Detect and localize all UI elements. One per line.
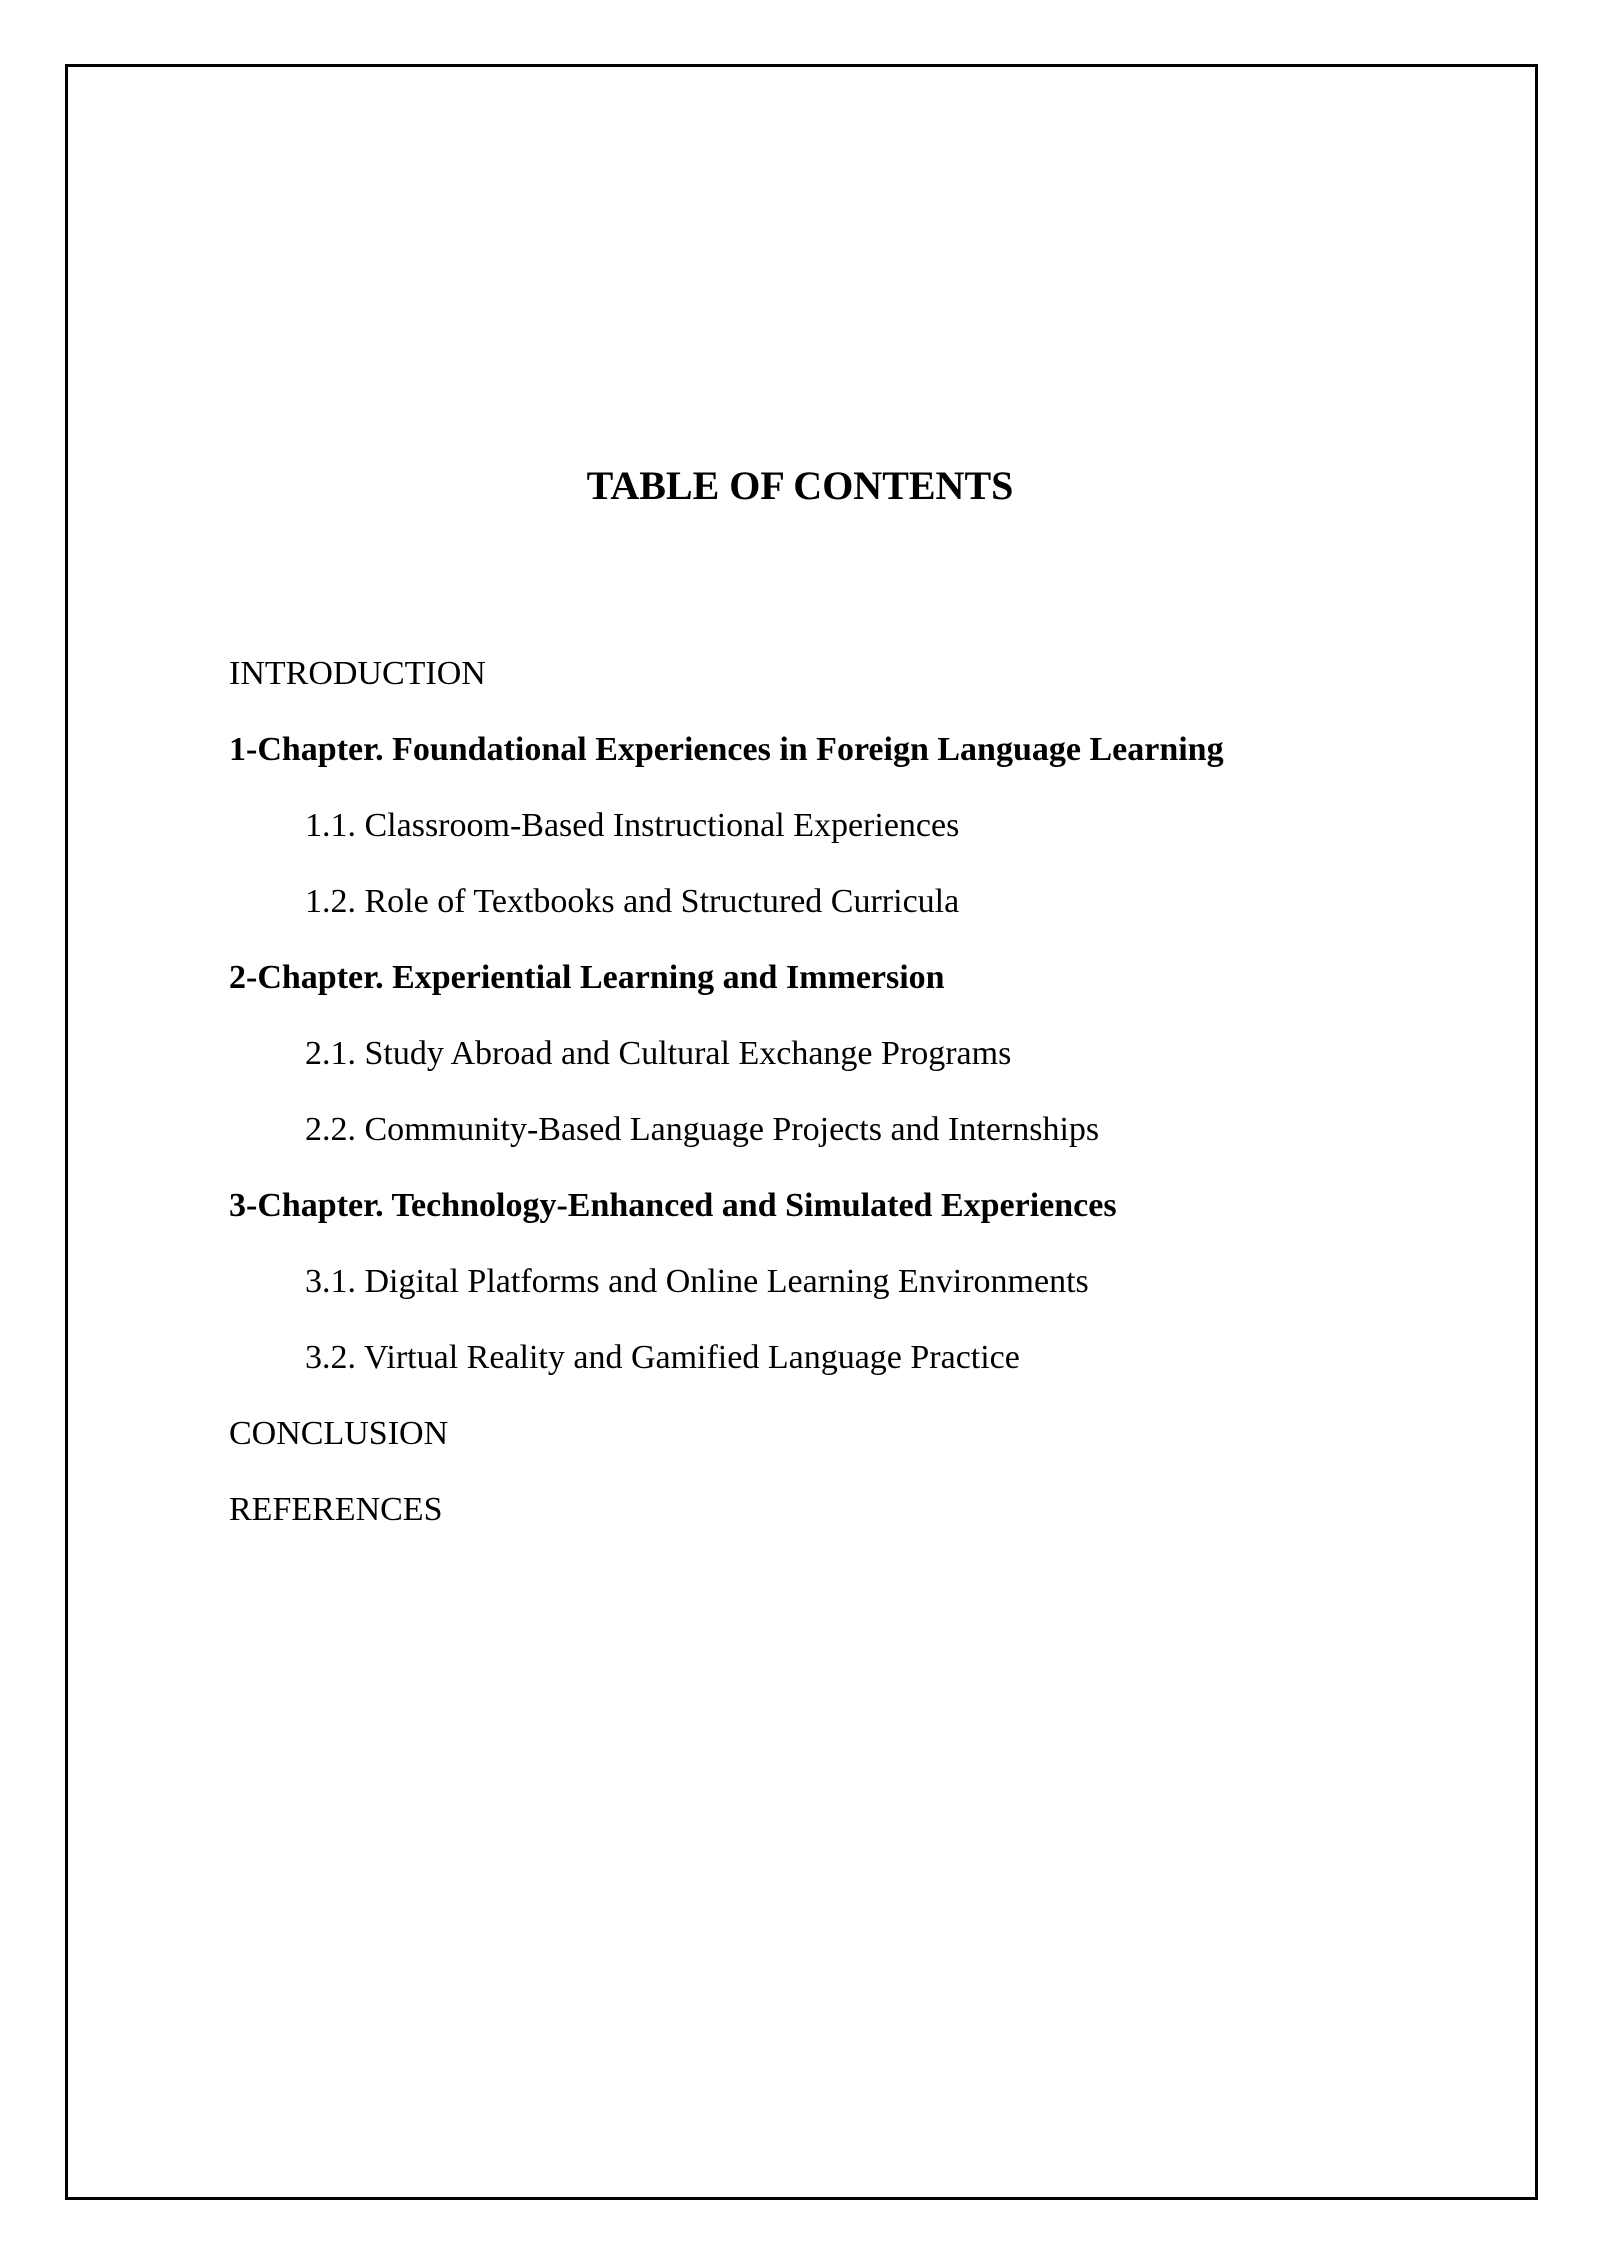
- toc-entry-section-2-1: 2.1. Study Abroad and Cultural Exchange Programs: [305, 1035, 1012, 1072]
- toc-entry-conclusion: CONCLUSION: [229, 1415, 449, 1452]
- toc-entry-chapter-1: 1-Chapter. Foundational Experiences in Foreign Language Learning: [229, 731, 1224, 768]
- toc-entry-introduction: INTRODUCTION: [229, 655, 486, 692]
- page-title: TABLE OF CONTENTS: [586, 463, 1014, 508]
- toc-entry-section-3-1: 3.1. Digital Platforms and Online Learning Environments: [305, 1263, 1089, 1300]
- toc-entry-section-3-2: 3.2. Virtual Reality and Gamified Language Practice: [305, 1339, 1020, 1376]
- table-of-contents: [229, 636, 1224, 1548]
- toc-entry-chapter-2: 2-Chapter. Experiential Learning and Immersion: [229, 959, 945, 996]
- toc-entry-chapter-3: 3-Chapter. Technology-Enhanced and Simulated Experiences: [229, 1187, 1117, 1224]
- toc-entry-section-1-1: 1.1. Classroom-Based Instructional Experiences: [305, 807, 960, 844]
- toc-entry-section-1-2: 1.2. Role of Textbooks and Structured Curricula: [305, 883, 960, 920]
- toc-entry-section-2-2: 2.2. Community-Based Language Projects and Internships: [305, 1111, 1100, 1148]
- toc-entry-references: REFERENCES: [229, 1491, 443, 1528]
